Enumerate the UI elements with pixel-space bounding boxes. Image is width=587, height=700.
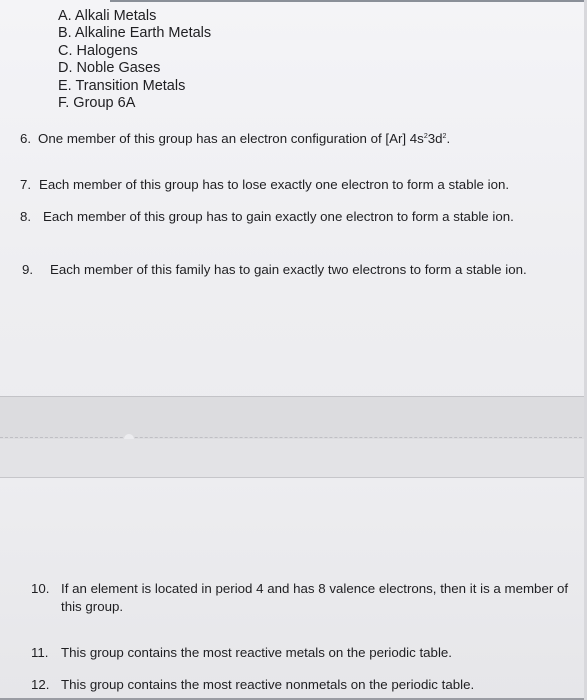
question-number: 10. — [31, 581, 50, 596]
question-9 — [22, 262, 527, 278]
question-number: 8. — [20, 209, 32, 224]
question-number: 9. — [22, 262, 34, 277]
question-number: 7. — [20, 177, 32, 192]
option-e: E. Transition Metals — [58, 77, 186, 94]
question-number: 11. — [31, 645, 49, 660]
superscript: 2 — [423, 133, 428, 140]
option-b: B. Alkaline Earth Metals — [58, 25, 212, 42]
question-12 — [31, 677, 474, 693]
question-10 — [31, 581, 568, 597]
question-text: This group contains the most reactive metals on the periodic table. — [61, 645, 452, 660]
option-f: F. Group 6A — [58, 95, 136, 112]
dashed-divider — [0, 437, 587, 438]
question-text: If an element is located in period 4 and has 8 valence electrons, then it is a member of — [61, 581, 569, 596]
question-10-continuation — [61, 599, 123, 615]
option-a: A. Alkali Metals — [58, 8, 157, 24]
option-d: D. Noble Gases — [58, 60, 161, 77]
question-text-mid: 3d — [427, 131, 443, 146]
question-11 — [31, 645, 452, 661]
question-8 — [20, 209, 514, 225]
question-text: this group. — [61, 599, 124, 614]
question-text: Each member of this family has to gain exactly two electrons to form a stable ion. — [50, 262, 527, 277]
question-number: 6. — [20, 131, 32, 146]
question-text: This group contains the most reactive nonmetals on the periodic table. — [61, 677, 475, 692]
question-text: Each member of this group has to gain exactly one electron to form a stable ion. — [43, 209, 514, 224]
question-6 — [20, 129, 450, 147]
option-c: C. Halogens — [58, 42, 138, 59]
blank-answer-band — [0, 439, 587, 478]
superscript: 2 — [442, 133, 447, 140]
top-divider — [110, 0, 587, 2]
question-number: 12. — [31, 677, 50, 692]
question-text: One member of this group has an electron configuration of [Ar] 4s — [38, 131, 424, 146]
question-text: Each member of this group has to lose exactly one electron to form a stable ion. — [39, 177, 510, 192]
answer-options-list — [58, 8, 211, 112]
question-7 — [20, 177, 509, 193]
question-text-end: . — [446, 131, 451, 146]
blank-answer-band — [0, 396, 587, 439]
